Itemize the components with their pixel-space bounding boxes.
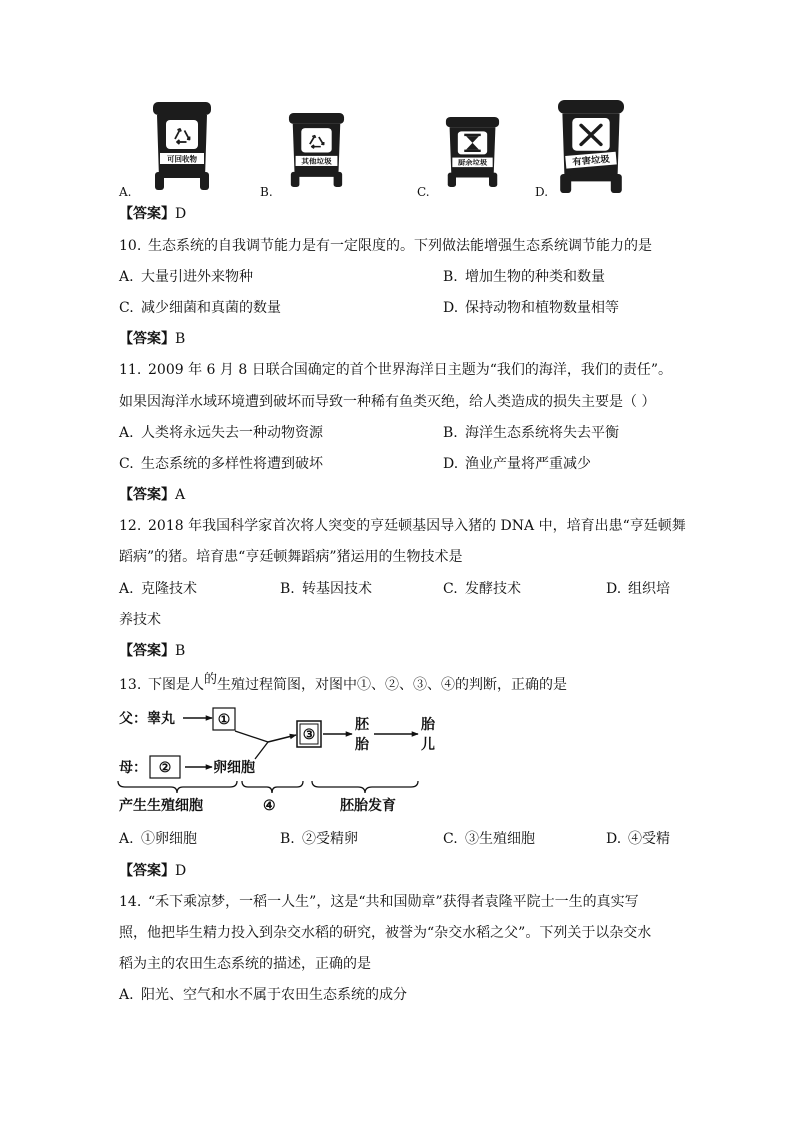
box-1-label: ① bbox=[217, 712, 231, 729]
merge-line bbox=[255, 742, 268, 759]
option-letter: D. bbox=[443, 455, 459, 472]
option-text: 发酵技术 bbox=[465, 580, 521, 597]
option-letter: B. bbox=[280, 831, 295, 848]
option-text: ①卵细胞 bbox=[141, 831, 197, 848]
question-number: 11. bbox=[119, 362, 142, 379]
option-a bbox=[119, 574, 197, 605]
option-letter: C. bbox=[443, 831, 458, 848]
question-number: 13. bbox=[119, 677, 142, 694]
answer-value: B bbox=[175, 643, 186, 660]
father-label: 父：睾丸 bbox=[119, 711, 175, 728]
option-b bbox=[443, 262, 605, 293]
bin-wheel bbox=[291, 172, 300, 187]
answer-value: D bbox=[175, 862, 187, 879]
recyclable-bin bbox=[152, 102, 212, 190]
bin-wheel bbox=[611, 174, 622, 193]
brace-1 bbox=[118, 781, 237, 793]
option-letter: C. bbox=[443, 580, 458, 597]
option-text: 渔业产量将严重减少 bbox=[465, 455, 591, 472]
q12-options-row bbox=[119, 574, 679, 605]
q14-stem-cont bbox=[119, 918, 679, 949]
option-text: ④受精 bbox=[628, 831, 670, 848]
option-letter: A. bbox=[119, 268, 134, 285]
option-b-letter: B. bbox=[260, 185, 273, 199]
bin-panel bbox=[301, 128, 331, 152]
fetus-label-1: 胎 bbox=[421, 717, 435, 734]
stage-2-label: ④ bbox=[263, 798, 276, 815]
q12-stem-cont bbox=[119, 542, 679, 573]
option-text: 生态系统的多样性将遭到破坏 bbox=[141, 455, 323, 472]
option-text: 组织培 bbox=[628, 580, 670, 597]
bin-lid bbox=[153, 102, 211, 115]
question-text: 稻为主的农田生态系统的描述，正确的是 bbox=[119, 956, 371, 973]
option-a-letter: A. bbox=[119, 185, 132, 199]
option-d bbox=[443, 449, 591, 480]
option-letter: D. bbox=[606, 580, 622, 597]
option-letter: A. bbox=[119, 831, 134, 848]
embryo-label-1: 胚 bbox=[355, 717, 369, 734]
option-d bbox=[606, 824, 670, 855]
option-letter: B. bbox=[280, 580, 295, 597]
hazardous-waste-bin bbox=[558, 100, 624, 193]
bin-wheel bbox=[200, 172, 209, 190]
q14-stem-cont bbox=[119, 949, 679, 980]
question-text: 2018 年我国科学家首次将人突变的亨廷顿基因导入猪的 DNA 中，培育出患“亨廷顿舞 bbox=[148, 518, 686, 535]
mother-label: 母： bbox=[119, 760, 147, 777]
option-d-letter: D. bbox=[535, 185, 549, 199]
q14-stem bbox=[119, 887, 679, 918]
option-text: 减少细菌和真菌的数量 bbox=[141, 299, 281, 316]
bin-wheel bbox=[155, 172, 164, 190]
answer-label: 【答案】 bbox=[119, 643, 175, 660]
fetus-label-2: 儿 bbox=[421, 737, 435, 754]
question-text: 蹈病”的猪。培育患“亨廷顿舞蹈病”猪运用的生物技术是 bbox=[119, 549, 463, 566]
option-text: 转基因技术 bbox=[302, 580, 372, 597]
bin-label: 其他垃圾 bbox=[301, 156, 332, 166]
q10-answer bbox=[119, 324, 679, 355]
q13-answer bbox=[119, 856, 679, 887]
option-a bbox=[119, 418, 323, 449]
kitchen-waste-bin bbox=[445, 117, 500, 187]
q13-options-row bbox=[119, 824, 679, 855]
option-b bbox=[280, 824, 358, 855]
option-text: ③生殖细胞 bbox=[465, 831, 535, 848]
question-number: 12. bbox=[119, 518, 142, 535]
option-a bbox=[119, 824, 197, 855]
question-text: 生殖过程简图，对图中①、②、③、④的判断，正确的是 bbox=[217, 677, 568, 694]
bin-lid bbox=[558, 100, 624, 114]
option-c bbox=[443, 824, 535, 855]
stage-3-label: 胚胎发育 bbox=[340, 798, 396, 815]
bin-wheel bbox=[560, 174, 571, 193]
question-text: 生态系统的自我调节能力是有一定限度的。下列做法能增强生态系统调节能力的是 bbox=[148, 237, 652, 254]
question-number: 10. bbox=[119, 237, 142, 254]
merge-line bbox=[235, 731, 268, 742]
option-text: 养技术 bbox=[119, 611, 161, 628]
option-b bbox=[443, 418, 619, 449]
option-letter: A. bbox=[119, 987, 134, 1004]
brace-3 bbox=[312, 781, 418, 793]
q14-option-a bbox=[119, 980, 679, 1011]
question-text-raised: 的 bbox=[204, 672, 218, 688]
bin-lid bbox=[289, 113, 344, 124]
q10-stem bbox=[119, 231, 679, 262]
box-3-label: ③ bbox=[302, 727, 316, 744]
question-text: 如果因海洋水域环境遭到破坏而导致一种稀有鱼类灭绝，给人类造成的损失主要是（ ） bbox=[119, 393, 656, 410]
q12-option-d-wrap bbox=[119, 605, 679, 636]
brace-2 bbox=[242, 781, 303, 793]
bin-label: 有害垃圾 bbox=[571, 154, 611, 168]
bin-label: 厨余垃圾 bbox=[457, 159, 488, 167]
stage-1-label: 产生生殖细胞 bbox=[119, 798, 203, 815]
answer-value: D bbox=[175, 206, 187, 223]
q13-stem bbox=[119, 670, 679, 701]
other-waste-bin bbox=[288, 113, 345, 187]
option-text: 阳光、空气和水不属于农田生态系统的成分 bbox=[141, 987, 407, 1004]
answer-label: 【答案】 bbox=[119, 206, 175, 223]
option-text: 克隆技术 bbox=[141, 580, 197, 597]
option-d bbox=[443, 293, 619, 324]
reproduction-diagram bbox=[115, 704, 445, 824]
q11-stem-cont bbox=[119, 387, 679, 418]
bin-wheel bbox=[334, 172, 343, 187]
option-text: 人类将永远失去一种动物资源 bbox=[141, 424, 323, 441]
question-text: 照，他把毕生精力投入到杂交水稻的研究，被誉为“杂交水稻之父”。下列关于以杂交水 bbox=[119, 924, 652, 941]
answer-label: 【答案】 bbox=[119, 487, 175, 504]
answer-label: 【答案】 bbox=[119, 862, 175, 879]
q11-options-row-1 bbox=[119, 418, 679, 449]
q10-options-row-2 bbox=[119, 293, 679, 324]
embryo-label-2: 胎 bbox=[355, 737, 369, 754]
q12-answer bbox=[119, 636, 679, 667]
question-content bbox=[119, 199, 686, 1011]
answer-value: B bbox=[175, 331, 186, 348]
question-number: 14. bbox=[119, 893, 142, 910]
question-text: 下图是人 bbox=[148, 677, 204, 694]
q11-options-row-2 bbox=[119, 449, 679, 480]
bin-label: 可回收物 bbox=[167, 154, 197, 164]
option-text: 增加生物的种类和数量 bbox=[465, 268, 605, 285]
option-d bbox=[606, 574, 670, 605]
option-letter: C. bbox=[119, 299, 134, 316]
option-text: ②受精卵 bbox=[302, 831, 358, 848]
option-c bbox=[119, 293, 281, 324]
option-text: 保持动物和植物数量相等 bbox=[465, 299, 619, 316]
option-c bbox=[443, 574, 521, 605]
question-text: 2009 年 6 月 8 日联合国确定的首个世界海洋日主题为“我们的海洋，我们的责任”。 bbox=[148, 362, 673, 379]
option-letter: C. bbox=[119, 455, 134, 472]
q12-stem bbox=[119, 511, 686, 542]
answer-value: A bbox=[175, 487, 186, 504]
option-letter: B. bbox=[443, 268, 458, 285]
q9-bin-options bbox=[0, 96, 794, 199]
option-letter: D. bbox=[443, 299, 459, 316]
option-letter: A. bbox=[119, 580, 134, 597]
q11-stem bbox=[119, 355, 679, 386]
option-letter: A. bbox=[119, 424, 134, 441]
bin-lid bbox=[446, 117, 499, 127]
option-text: 海洋生态系统将失去平衡 bbox=[465, 424, 619, 441]
option-c-letter: C. bbox=[417, 185, 430, 199]
answer-label: 【答案】 bbox=[119, 331, 175, 348]
box-2-label: ② bbox=[158, 760, 172, 777]
option-text: 大量引进外来物种 bbox=[141, 268, 253, 285]
arrow bbox=[268, 735, 296, 742]
q11-answer bbox=[119, 480, 679, 511]
option-a bbox=[119, 262, 253, 293]
q10-options-row-1 bbox=[119, 262, 679, 293]
q9-answer bbox=[119, 199, 679, 230]
option-c bbox=[119, 449, 323, 480]
egg-label: 卵细胞 bbox=[213, 760, 255, 777]
bin-wheel bbox=[489, 173, 497, 187]
option-letter: B. bbox=[443, 424, 458, 441]
option-b bbox=[280, 574, 372, 605]
bin-panel bbox=[166, 120, 198, 149]
bin-wheel bbox=[448, 173, 456, 187]
option-letter: D. bbox=[606, 831, 622, 848]
question-text: “禾下乘凉梦，一稻一人生”，这是“共和国勋章”获得者袁隆平院士一生的真实写 bbox=[148, 893, 639, 910]
